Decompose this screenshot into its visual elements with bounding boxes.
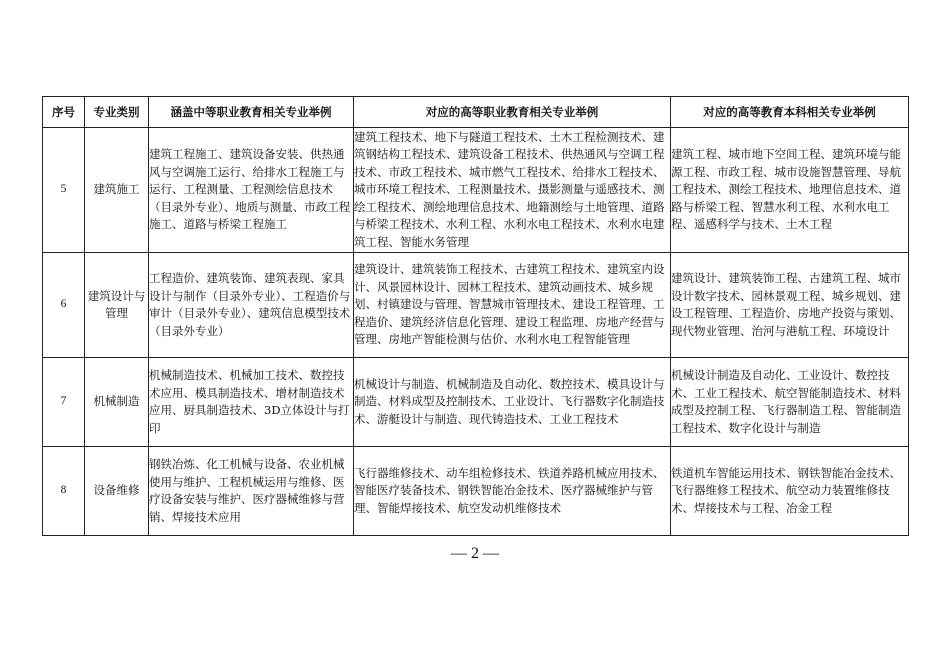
table-row (43, 358, 909, 447)
row-vocational-majors: 飞行器维修技术、动车组检修技术、铁道养路机械应用技术、智能医疗装备技术、钢铁智能冶金技术、医疗器械维护与管理、智能焊接技术、航空发动机维修技术 (354, 447, 671, 536)
header-vocational: 对应的高等职业教育相关专业举例 (354, 97, 671, 128)
row-undergraduate-majors: 铁道机车智能运用技术、钢铁智能冶金技术、飞行器维修工程技术、航空动力装置维修技术、焊接技术与工程、冶金工程 (671, 447, 909, 536)
table-header-row (43, 97, 909, 128)
major-table (42, 96, 909, 536)
row-index: 5 (43, 128, 85, 253)
row-undergraduate-majors: 建筑工程、城市地下空间工程、建筑环境与能源工程、市政工程、城市设施智慧管理、导航工程技术、测绘工程技术、地理信息技术、道路与桥梁工程、智慧水利工程、水利水电工程、遥感科学与技术、土木工程 (671, 128, 909, 253)
row-category: 设备维修 (85, 447, 149, 536)
row-category: 建筑施工 (85, 128, 149, 253)
row-category: 机械制造 (85, 358, 149, 447)
row-vocational-majors: 建筑工程技术、地下与隧道工程技术、土木工程检测技术、建筑钢结构工程技术、建筑设备工程技术、供热通风与空调工程技术、市政工程技术、城市燃气工程技术、给排水工程技术、城市环境工程技术、工程测量技术、摄影测量与遥感技术、测绘工程技术、测绘地理信息技术、地籍测绘与土地管理、道路与桥梁工程技术、水利工程、水利水电工程技术、水利水电建筑工程、智能水务管理 (354, 128, 671, 253)
row-secondary-majors: 工程造价、建筑装饰、建筑表现、家具设计与制作（目录外专业）、工程造价与审计（目录外专业）、建筑信息模型技术（目录外专业） (149, 253, 354, 358)
row-vocational-majors: 建筑设计、建筑装饰工程技术、古建筑工程技术、建筑室内设计、风景园林设计、园林工程技术、建筑动画技术、城乡规划、村镇建设与管理、智慧城市管理技术、建设工程管理、工程造价、建筑经济信息化管理、建设工程监理、房地产经营与管理、房地产智能检测与估价、水利水电工程智能管理 (354, 253, 671, 358)
row-index: 7 (43, 358, 85, 447)
table-row (43, 128, 909, 253)
row-secondary-majors: 钢铁冶炼、化工机械与设备、农业机械使用与维护、工程机械运用与维修、医疗设备安装与维护、医疗器械维修与营销、焊接技术应用 (149, 447, 354, 536)
row-undergraduate-majors: 建筑设计、建筑装饰工程、古建筑工程、城市设计数字技术、园林景观工程、城乡规划、建设工程管理、工程造价、房地产投资与策划、现代物业管理、治河与港航工程、环境设计 (671, 253, 909, 358)
row-index: 8 (43, 447, 85, 536)
table-row (43, 447, 909, 536)
header-category: 专业类别 (85, 97, 149, 128)
header-index: 序号 (43, 97, 85, 128)
row-secondary-majors: 机械制造技术、机械加工技术、数控技术应用、模具制造技术、增材制造技术应用、厨具制造技术、3D立体设计与打印 (149, 358, 354, 447)
row-undergraduate-majors: 机械设计制造及自动化、工业设计、数控技术、工业工程技术、航空智能制造技术、材料成型及控制工程、飞行器制造工程、智能制造工程技术、数字化设计与制造 (671, 358, 909, 447)
row-vocational-majors: 机械设计与制造、机械制造及自动化、数控技术、模具设计与制造、材料成型及控制技术、工业设计、飞行器数字化制造技术、游艇设计与制造、现代铸造技术、工业工程技术 (354, 358, 671, 447)
row-secondary-majors: 建筑工程施工、建筑设备安装、供热通风与空调施工运行、给排水工程施工与运行、工程测量、工程测绘信息技术（目录外专业）、地质与测量、市政工程施工、道路与桥梁工程施工 (149, 128, 354, 253)
page-number: — 2 — (451, 545, 499, 562)
header-undergraduate: 对应的高等教育本科相关专业举例 (671, 97, 909, 128)
row-index: 6 (43, 253, 85, 358)
table-row (43, 253, 909, 358)
header-secondary: 涵盖中等职业教育相关专业举例 (149, 97, 354, 128)
row-category: 建筑设计与管理 (85, 253, 149, 358)
